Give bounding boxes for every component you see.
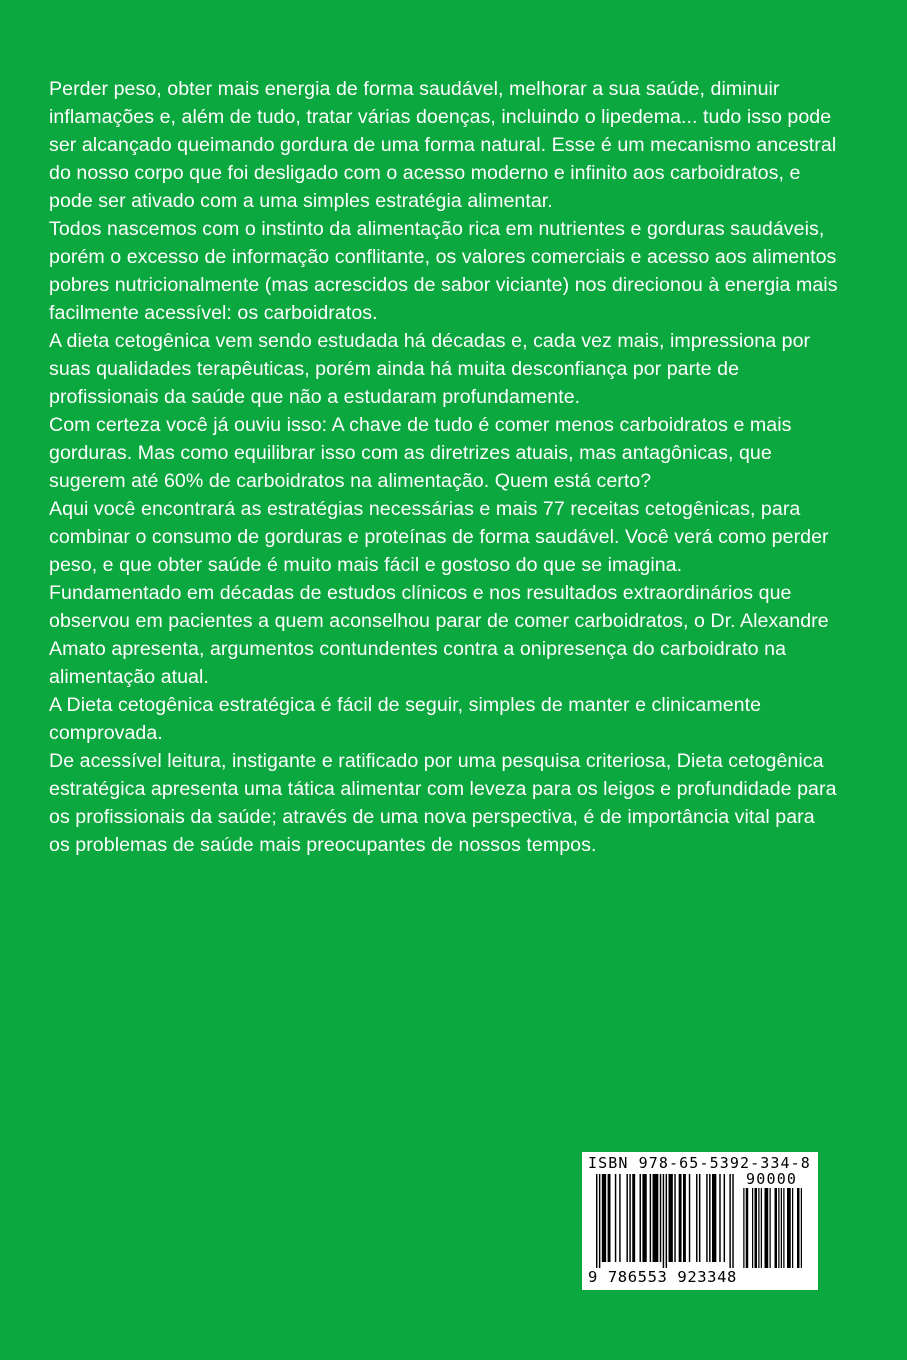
barcode-bar	[689, 1174, 690, 1262]
barcode-bar	[770, 1188, 771, 1268]
barcode-bar	[660, 1174, 661, 1262]
addon-barcode-bars	[742, 1188, 812, 1268]
barcode-bar	[626, 1174, 627, 1262]
barcode-bar	[752, 1188, 753, 1268]
barcode-bar	[765, 1188, 769, 1268]
barcode-bar	[775, 1188, 778, 1268]
barcode-bar	[608, 1174, 611, 1262]
barcode-bar	[653, 1174, 659, 1262]
barcode-bar	[699, 1174, 700, 1262]
blurb-paragraph-1: Perder peso, obter mais energia de forma saudável, melhorar a sua saúde, diminuir inflamações e, além de tudo, tratar várias doenças, incluindo o lipedema... tudo isso pode ser alcançado queimando gordura de uma forma natural. Esse é um mecanismo ancestral do nosso corpo que foi desligado com o acesso moderno e infinito aos carboidratos, e pode ser ativado com a uma simples estratégia alimentar.	[49, 78, 837, 212]
barcode-bar	[596, 1174, 597, 1268]
barcode-bar	[674, 1174, 675, 1262]
blurb-paragraph-8: De acessível leitura, instigante e ratificado por uma pesquisa criteriosa, Dieta cetogênica estratégica apresenta uma tática alimentar com leveza para os leigos e profundidade para os profissionais da saúde; através de uma nova perspectiva, é de importância vital para os problemas de saúde mais preocupantes de nossos tempos.	[49, 750, 837, 856]
barcode-bar	[755, 1188, 758, 1268]
barcode-bar	[719, 1174, 720, 1262]
barcode-bar	[599, 1174, 600, 1268]
blurb-paragraph-3: A dieta cetogênica vem sendo estudada há décadas e, cada vez mais, impressiona por suas qualidades terapêuticas, porém ainda há muita desconfiança por parte de profissionais da saúde que não a estudaram profundamente.	[49, 330, 811, 408]
barcode-bar	[778, 1188, 779, 1268]
barcode-bar	[666, 1174, 667, 1268]
barcode-bar	[801, 1188, 802, 1268]
isbn-label: ISBN 978-65-5392-334-8	[588, 1154, 811, 1172]
barcode-bar	[746, 1188, 749, 1268]
back-cover-blurb	[49, 75, 839, 859]
blurb-paragraph-5: Aqui você encontrará as estratégias necessárias e mais 77 receitas cetogênicas, para combinar o consumo de gorduras e proteínas de forma saudável. Você verá como perder peso, e que obter saúde é muito mais fácil e gostoso do que se imagina.	[49, 498, 829, 576]
barcode-bar	[642, 1174, 646, 1262]
barcode-bar	[602, 1174, 606, 1262]
barcode-bar	[792, 1188, 793, 1268]
barcode-bar	[650, 1174, 651, 1262]
barcode-bar	[679, 1174, 682, 1262]
barcode-bar	[683, 1174, 686, 1262]
barcode-bar	[761, 1188, 762, 1268]
barcode-bar	[724, 1174, 725, 1262]
barcode-bar	[787, 1188, 791, 1268]
blurb-paragraph-6: Fundamentado em décadas de estudos clínicos e nos resultados extraordinários que observou em pacientes a quem aconselhou parar de comer carboidratos, o Dr. Alexandre Amato apresenta, argumentos contundentes contra a onipresença do carboidrato na alimentação atual.	[49, 582, 829, 688]
barcode-bar	[732, 1174, 733, 1268]
barcode-bar	[696, 1174, 697, 1262]
ean-digits: 9 786553 923348	[588, 1268, 737, 1286]
barcode-bar	[632, 1174, 635, 1262]
barcode-bar	[619, 1174, 620, 1262]
blurb-paragraph-7: A Dieta cetogênica estratégica é fácil de seguir, simples de manter e clinicamente comprovada.	[49, 694, 762, 744]
barcode-bar	[712, 1174, 716, 1262]
barcode-bar	[758, 1188, 759, 1268]
barcode-bar	[640, 1174, 641, 1262]
barcode-bar	[709, 1174, 710, 1262]
barcode-bar	[743, 1188, 744, 1268]
blurb-paragraph-4: Com certeza você já ouviu isso: A chave de tudo é comer menos carboidratos e mais gorduras. Mas como equilibrar isso com as diretrizes atuais, mas antagônicas, que sugerem até 60% de carboidratos na alimentação. Quem está certo?	[49, 414, 792, 492]
isbn-barcode	[582, 1152, 818, 1290]
blurb-paragraph-2: Todos nascemos com o instinto da alimentação rica em nutrientes e gorduras saudáveis, porém o excesso de informação conflitante, os valores comerciais e acesso aos alimentos pobres nutricionalmente (mas acrescidos de sabor viciante) nos direcionou à energia mais facilmente acessível: os carboidratos.	[49, 218, 838, 324]
barcode-bar	[615, 1174, 616, 1262]
barcode-bar	[629, 1174, 630, 1262]
barcode-addon-digits: 90000	[746, 1170, 798, 1188]
barcode-bar	[663, 1174, 664, 1268]
barcode-bar	[729, 1174, 730, 1268]
barcode-bar	[797, 1188, 800, 1268]
barcode-bar	[669, 1174, 673, 1262]
barcode-bar	[781, 1188, 782, 1268]
barcode-bar	[706, 1174, 707, 1262]
ean-barcode-bars	[588, 1174, 738, 1270]
barcode-bar	[783, 1188, 784, 1268]
